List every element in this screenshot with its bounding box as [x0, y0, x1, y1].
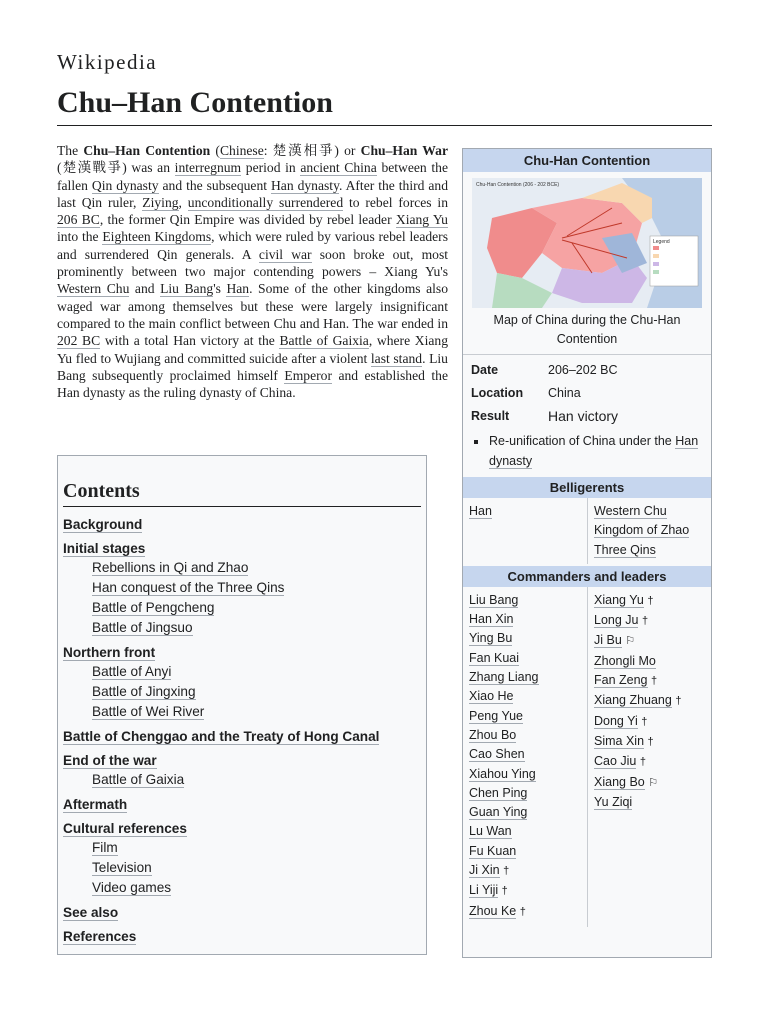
page-title: Chu–Han Contention — [57, 86, 333, 119]
lead-paragraph: The Chu–Han Contention (Chinese: 楚漢相爭) or Chu–Han War (楚漢戰爭) was an interregnum period in ancient China between the fallen Qin dynasty and the subsequent Han dynasty. After the third and last Qin ruler, Ziying, unconditionally surrendered to rebel forces in 206 BC, the former Qin Empire was divided by rebel leader Xiang Yu into the Eighteen Kingdoms, which were ruled by various rebel leaders and surrendered Qin generals. A civil war soon broke out, most prominently between two major contending powers – Xiang Yu's Western Chu and Liu Bang's Han. Some of the other kingdoms also waged war among themselves but these were largely insignificant compared to the main conflict between Chu and Han. The war ended in 202 BC with a total Han victory at the Battle of Gaixia, where Xiang Yu fled to Wujiang and committed suicide after a violent last stand. Liu Bang subsequently proclaimed himself Emperor and established the Han dynasty as the ruling dynasty of China. — [57, 143, 449, 401]
toc-subsection — [92, 682, 421, 702]
killed-dagger-icon: † — [501, 885, 508, 898]
infobox — [462, 148, 712, 958]
map-title: Chu-Han Contention (206 - 202 BCE) — [476, 182, 560, 188]
table-of-contents — [57, 455, 427, 955]
killed-dagger-icon: † — [675, 695, 682, 708]
list-item — [469, 803, 581, 822]
list-item — [469, 707, 581, 726]
link-han[interactable]: Han — [469, 504, 492, 518]
map-legend-title: Legend — [653, 239, 670, 245]
toc-subsection — [92, 598, 421, 618]
link-xiahou-ying[interactable]: Xiahou Ying — [469, 766, 536, 781]
toc-subsection — [92, 558, 421, 578]
commanders-han — [463, 587, 587, 927]
list-item — [594, 631, 705, 651]
infobox-title: Chu-Han Contention — [463, 149, 711, 172]
toc-link-end-of-the-war[interactable]: End of the war — [63, 753, 157, 768]
link-ji-xin[interactable]: Ji Xin — [469, 863, 500, 878]
toc-subsection — [92, 878, 421, 898]
infobox-label: Location — [471, 386, 524, 400]
infobox-label: Result — [471, 409, 510, 423]
toc-link-cultural-references[interactable]: Cultural references — [63, 821, 187, 836]
toc-section — [63, 751, 421, 790]
toc-link-northern-front[interactable]: Northern front — [63, 645, 156, 660]
toc-link-battle-of-gaixia[interactable]: Battle of Gaixia — [92, 772, 185, 787]
toc-link-battle-of-pengcheng[interactable]: Battle of Pengcheng — [92, 600, 215, 615]
list-item — [469, 861, 581, 881]
list-item — [469, 591, 581, 610]
infobox-value: China — [548, 386, 581, 400]
link-zhang-liang[interactable]: Zhang Liang — [469, 670, 539, 685]
list-item — [594, 752, 705, 772]
link-xiang-yu[interactable]: Xiang Yu — [594, 592, 644, 607]
infobox-label: Date — [471, 363, 499, 377]
list-item — [469, 881, 581, 901]
list-item — [469, 610, 581, 629]
china-map-image[interactable] — [472, 178, 702, 308]
list-item — [594, 521, 705, 540]
toc-section — [63, 515, 421, 534]
list-item — [594, 691, 705, 711]
belligerents-han — [463, 498, 587, 564]
link-chen-ping[interactable]: Chen Ping — [469, 785, 528, 800]
toc-section — [63, 819, 421, 898]
toc-sublist — [63, 770, 421, 790]
toc-link-initial-stages[interactable]: Initial stages — [63, 541, 146, 556]
killed-dagger-icon: † — [503, 865, 510, 878]
list-item — [594, 652, 705, 671]
list-item — [469, 745, 581, 764]
toc-link-film[interactable]: Film — [92, 840, 118, 855]
link-lu-wan[interactable]: Lu Wan — [469, 824, 512, 839]
han-dynasty-link[interactable]: Han dynasty — [489, 434, 699, 468]
killed-dagger-icon: † — [641, 615, 649, 628]
link-liu-bang[interactable]: Liu Bang — [160, 281, 214, 297]
list-item — [469, 842, 581, 861]
list-item — [594, 502, 705, 521]
toc-section — [63, 643, 421, 722]
toc-link-battle-of-wei-river[interactable]: Battle of Wei River — [92, 704, 205, 719]
link-yu-ziqi[interactable]: Yu Ziqi — [594, 794, 633, 809]
list-item — [469, 629, 581, 648]
infobox-row-location — [471, 382, 703, 405]
link-fu-kuan[interactable]: Fu Kuan — [469, 843, 517, 858]
toc-link-battle-of-anyi[interactable]: Battle of Anyi — [92, 664, 172, 679]
bold-term: Chu–Han War — [360, 143, 448, 158]
infobox-value: Han victory — [548, 408, 619, 424]
toc-link-aftermath[interactable]: Aftermath — [63, 797, 128, 812]
toc-subsection — [92, 702, 421, 722]
commanders — [463, 587, 711, 927]
link-kingdom-of-zhao[interactable]: Kingdom of Zhao — [594, 523, 690, 538]
link-xiang-yu[interactable]: Xiang Yu — [395, 212, 448, 228]
toc-sublist — [63, 662, 421, 722]
belligerents-header: Belligerents — [463, 477, 711, 498]
toc-section — [63, 539, 421, 638]
link-battle-of-gaixia[interactable]: Battle of Gaixia — [279, 333, 369, 349]
toc-section — [63, 903, 421, 922]
list-item — [594, 591, 705, 611]
surrendered-flag-icon: ⚐ — [625, 635, 636, 648]
toc-section — [63, 727, 421, 746]
link-cao-shen[interactable]: Cao Shen — [469, 747, 525, 762]
link-dong-yi[interactable]: Dong Yi — [594, 713, 638, 728]
link-emperor[interactable]: Emperor — [284, 367, 332, 383]
link-202-bc[interactable]: 202 BC — [57, 333, 101, 349]
toc-subsection — [92, 662, 421, 682]
toc-subsection — [92, 838, 421, 858]
list-item — [469, 765, 581, 784]
link-li-yiji[interactable]: Li Yiji — [469, 883, 499, 898]
list-item — [469, 726, 581, 745]
link-han-dynasty[interactable]: Han dynasty — [270, 177, 339, 193]
list-item — [469, 784, 581, 803]
list-item — [469, 649, 581, 668]
toc-link-video-games[interactable]: Video games — [92, 880, 172, 895]
link-206-bc[interactable]: 206 BC — [57, 212, 100, 228]
list-item — [594, 793, 705, 812]
link-ying-bu[interactable]: Ying Bu — [469, 631, 513, 646]
killed-dagger-icon: † — [639, 756, 646, 769]
killed-dagger-icon: † — [641, 715, 648, 728]
link-xiao-he[interactable]: Xiao He — [469, 689, 514, 704]
toc-link-see-also[interactable]: See also — [63, 905, 119, 920]
surrendered-flag-icon: ⚐ — [648, 776, 659, 789]
link-qin-dynasty[interactable]: Qin dynasty — [91, 177, 159, 193]
link-western-chu[interactable]: Western Chu — [57, 281, 130, 297]
list-item — [594, 671, 705, 691]
link-eighteen-kingdoms[interactable]: Eighteen Kingdoms — [102, 229, 212, 245]
infobox-row-result — [471, 405, 703, 428]
toc-list — [63, 515, 421, 946]
link-xiang-bo[interactable]: Xiang Bo — [594, 774, 645, 789]
toc-link-battle-of-chenggao-and-the-treaty-of-hong-canal[interactable]: Battle of Chenggao and the Treaty of Hong Canal — [63, 729, 380, 744]
link-long-ju[interactable]: Long Ju — [594, 613, 639, 628]
link-zhongli-mo[interactable]: Zhongli Mo — [594, 653, 656, 668]
link-fan-zeng[interactable]: Fan Zeng — [594, 673, 648, 688]
link-ziying[interactable]: Ziying — [142, 194, 179, 210]
list-item — [594, 773, 705, 793]
link-zhou-bo[interactable]: Zhou Bo — [469, 727, 517, 742]
infobox-row-date — [471, 359, 703, 382]
killed-dagger-icon: † — [647, 594, 654, 607]
toc-link-references[interactable]: References — [63, 929, 137, 944]
infobox-value: 206–202 BC — [548, 363, 618, 377]
link-unconditionally-surrendered[interactable]: unconditionally surrendered — [187, 194, 344, 210]
belligerents-chu — [587, 498, 711, 564]
killed-dagger-icon: † — [651, 675, 658, 688]
toc-link-television[interactable]: Television — [92, 860, 152, 875]
toc-link-battle-of-jingxing[interactable]: Battle of Jingxing — [92, 684, 196, 699]
link-han[interactable]: Han — [226, 281, 250, 297]
link-ji-bu[interactable]: Ji Bu — [594, 633, 622, 648]
list-item — [594, 712, 705, 732]
toc-subsection — [92, 618, 421, 638]
toc-section — [63, 795, 421, 814]
toc-link-rebellions-in-qi-and-zhao[interactable]: Rebellions in Qi and Zhao — [92, 560, 249, 575]
link-han-xin[interactable]: Han Xin — [469, 612, 514, 627]
list-item — [469, 902, 581, 922]
toc-link-battle-of-jingsuo[interactable]: Battle of Jingsuo — [92, 620, 193, 635]
link-western-chu[interactable]: Western Chu — [594, 504, 667, 518]
link-sima-xin[interactable]: Sima Xin — [594, 733, 645, 748]
link-zhou-ke[interactable]: Zhou Ke — [469, 903, 517, 918]
list-item — [469, 822, 581, 841]
link-guan-ying[interactable]: Guan Ying — [469, 805, 528, 820]
killed-dagger-icon: † — [519, 905, 526, 918]
list-item — [469, 687, 581, 706]
wikipedia-logo[interactable]: Wikipedia — [57, 50, 158, 74]
link-interregnum[interactable]: interregnum — [174, 160, 242, 176]
map-caption: Map of China during the Chu-Han Contention — [493, 313, 681, 346]
list-item — [594, 611, 705, 631]
toc-subsection — [92, 578, 421, 598]
list-item — [594, 732, 705, 752]
link-peng-yue[interactable]: Peng Yue — [469, 708, 523, 723]
list-item — [469, 668, 581, 687]
link-cao-jiu[interactable]: Cao Jiu — [594, 754, 637, 769]
link-ancient-china[interactable]: ancient China — [300, 160, 377, 176]
toc-subsection — [92, 770, 421, 790]
toc-sublist — [63, 838, 421, 898]
toc-title: Contents — [63, 480, 421, 507]
link-chinese[interactable]: Chinese — [219, 143, 264, 158]
link-civil-war[interactable]: civil war — [258, 246, 312, 262]
toc-link-background[interactable]: Background — [63, 517, 143, 532]
link-fan-kuai[interactable]: Fan Kuai — [469, 650, 520, 665]
bold-term: Chu–Han Contention — [83, 143, 211, 158]
result-bullet-list — [489, 432, 711, 471]
toc-link-han-conquest-of-the-three-qins[interactable]: Han conquest of the Three Qins — [92, 580, 285, 595]
title-divider — [57, 125, 712, 126]
list-item — [594, 541, 705, 560]
result-bullet: Re-unification of China under the Han dynasty — [489, 432, 711, 471]
link-xiang-zhuang[interactable]: Xiang Zhuang — [594, 693, 672, 708]
link-liu-bang[interactable]: Liu Bang — [469, 592, 519, 607]
belligerents — [463, 498, 711, 564]
toc-subsection — [92, 858, 421, 878]
infobox-rows — [463, 354, 711, 428]
commanders-chu — [587, 587, 711, 927]
link-last-stand[interactable]: last stand — [370, 350, 423, 366]
killed-dagger-icon: † — [647, 735, 654, 748]
list-item — [469, 502, 581, 521]
link-three-qins[interactable]: Three Qins — [594, 542, 656, 557]
toc-section — [63, 927, 421, 946]
commanders-header: Commanders and leaders — [463, 566, 711, 587]
toc-sublist — [63, 558, 421, 638]
